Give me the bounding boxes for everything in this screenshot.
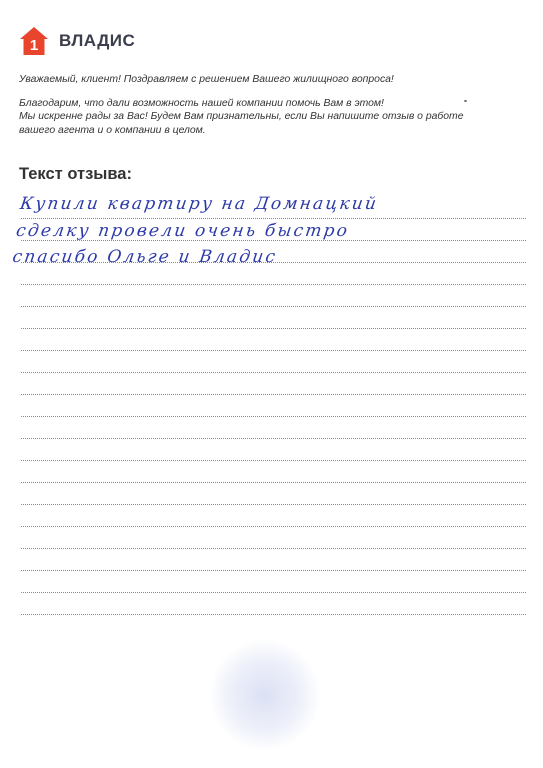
greeting-line: Уважаемый, клиент! Поздравляем с решением Вашего жилищного вопроса! [19, 74, 394, 85]
writing-rule-line [21, 438, 526, 439]
writing-rule-line [21, 592, 526, 593]
svg-text:1: 1 [29, 37, 39, 54]
writing-rule-line [21, 416, 526, 417]
handwritten-line-2: сделку провели очень быстро [14, 221, 351, 241]
writing-rule-line [21, 526, 526, 527]
writing-rule-line [21, 394, 526, 395]
company-name: ВЛАДИС [59, 31, 136, 50]
handwritten-line-3: спасибо Ольге и Владис [11, 247, 279, 267]
writing-rule-line [21, 460, 526, 461]
writing-rule-line [21, 328, 526, 329]
writing-rule-line [21, 504, 526, 505]
intro-line-1: Благодарим, что дали возможность нашей компании помочь Вам в этом! [19, 97, 384, 109]
intro-line-2: Мы искренне рады за Вас! Будем Вам признательны, если Вы напишите отзыв о работе [19, 111, 464, 122]
writing-rule-line [21, 350, 526, 351]
handwritten-line-1: Купили квартиру на Домнацкий [18, 194, 380, 214]
writing-rule-line [21, 218, 526, 219]
writing-rule-line [21, 570, 526, 571]
writing-rule-line [21, 548, 526, 549]
review-section-title: Текст отзыва: [19, 165, 132, 183]
writing-rule-line [21, 284, 526, 285]
writing-rule-line [21, 482, 526, 483]
scan-smudge [210, 640, 320, 750]
intro-line-3: вашего агента и о компании в целом. [19, 124, 206, 136]
writing-rule-line [21, 372, 526, 373]
writing-rule-line [21, 306, 526, 307]
writing-rule-line [21, 614, 526, 615]
